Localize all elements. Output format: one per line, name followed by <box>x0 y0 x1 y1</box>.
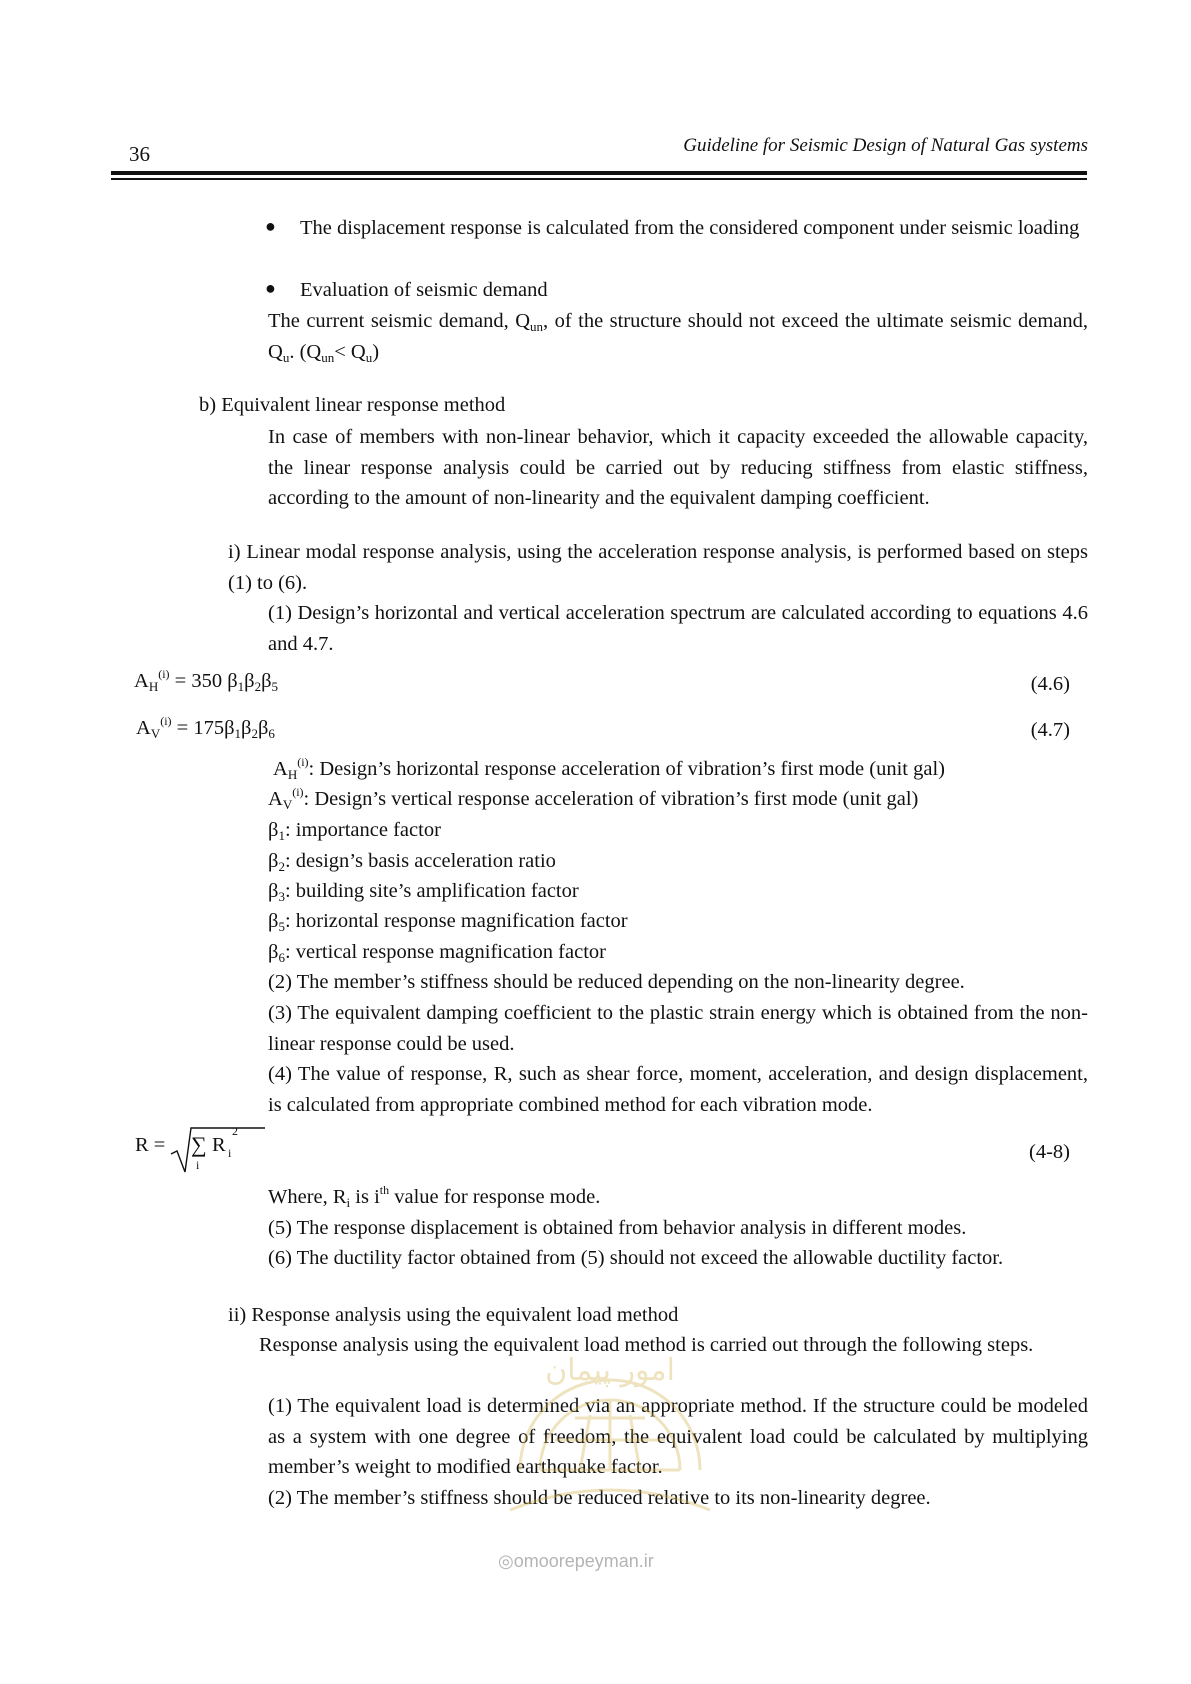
definition-beta3: $\beta_3$: building site’s amplification factor <box>268 880 579 904</box>
header-rule-thin <box>111 178 1087 180</box>
section-b-body: In case of members with non-linear behavior, which it capacity exceeded the allowable capacity, the linear response analysis could be carried out by reducing stiffness from elastic stiffness, according to the amount of non-linearity and the equivalent damping coefficient. <box>268 426 1088 509</box>
definition-beta6: $\beta_6$: vertical response magnification factor <box>268 941 606 965</box>
bullet-item: The displacement response is calculated from the considered component under seismic loading <box>300 217 1080 239</box>
step-5: (5) The response displacement is obtained from behavior analysis in different modes. <box>268 1217 967 1239</box>
equation-number: (4-8) <box>1029 1141 1070 1163</box>
watermark-site: ◎omoorepeyman.ir <box>498 1551 654 1571</box>
step-6: (6) The ductility factor obtained from (5) should not exceed the allowable ductility factor. <box>268 1247 1004 1269</box>
equation-4-8: R = ∑ i R i 2 <box>129 1124 259 1174</box>
globe-icon: ◎ <box>498 1551 514 1571</box>
equation-4-6: $A_H^{(i)} = 350$ $\beta_1\beta_2\beta_5$ <box>134 667 279 694</box>
definition-ah: $A_H^{(i)}$: Design’s horizontal response acceleration of vibration’s first mode (unit gal) <box>273 755 945 782</box>
running-title: Guideline for Seismic Design of Natural Gas systems <box>683 135 1088 156</box>
section-ii-step1: (1) The equivalent load is determined via an appropriate method. If the structure could be modeled as a system with one degree of freedom, the equivalent load could be calculated by multiplying member’s weight to modified earthquake factor. <box>268 1395 1088 1478</box>
equation-number: (4.7) <box>1030 719 1070 741</box>
watermark-logo <box>480 1320 740 1520</box>
page-number: 36 <box>129 142 150 166</box>
bullet-item: Evaluation of seismic demand <box>300 279 548 301</box>
step-2: (2) The member’s stiffness should be reduced depending on the non-linearity degree. <box>268 971 965 993</box>
step-4: (4) The value of response, R, such as shear force, moment, acceleration, and design displacement, is calculated from appropriate combined method for each vibration mode. <box>268 1063 1088 1116</box>
step-3: (3) The equivalent damping coefficient to the plastic strain energy which is obtained from the non-linear response could be used. <box>268 1002 1088 1055</box>
section-i-intro: i) Linear modal response analysis, using the acceleration response analysis, is performed based on steps (1) to (6). <box>228 541 1088 594</box>
definition-beta2: $\beta_2$: design’s basis acceleration ratio <box>268 850 556 874</box>
definition-av: $A_V^{(i)}$: Design’s vertical response acceleration of vibration’s first mode (unit gal) <box>268 785 919 812</box>
section-ii-body: Response analysis using the equivalent load method is carried out through the following steps. <box>259 1334 1034 1356</box>
where-note: Where, $R_i$ is $i^{th}$ value for response mode. <box>268 1183 601 1210</box>
definition-beta5: $\beta_5$: horizontal response magnification factor <box>268 910 628 934</box>
equation-number: (4.6) <box>1030 673 1070 695</box>
definition-beta1: $\beta_1$: importance factor <box>268 819 441 843</box>
section-ii-heading: ii) Response analysis using the equivalent load method <box>228 1304 679 1326</box>
svg-text:امور پیمان: امور پیمان <box>545 1353 675 1388</box>
section-b-heading: b) Equivalent linear response method <box>199 394 506 416</box>
bullet-dot: ● <box>265 216 276 236</box>
header-rule-thick <box>111 171 1087 175</box>
bullet-dot: ● <box>265 278 276 298</box>
section-i-step1: (1) Design’s horizontal and vertical acceleration spectrum are calculated according to equations 4.6 and 4.7. <box>268 602 1088 655</box>
seismic-demand-paragraph: The current seismic demand, $Q_{un}$, of the structure should not exceed the ultimate seismic demand, $Q_u$. $(Q_{un}< Q_u)$ <box>268 310 1088 365</box>
equation-4-7: $A_V^{(i)} = 175\beta_1\beta_2\beta_6$ <box>136 714 275 741</box>
section-ii-step2: (2) The member’s stiffness should be reduced relative to its non-linearity degree. <box>268 1487 931 1509</box>
